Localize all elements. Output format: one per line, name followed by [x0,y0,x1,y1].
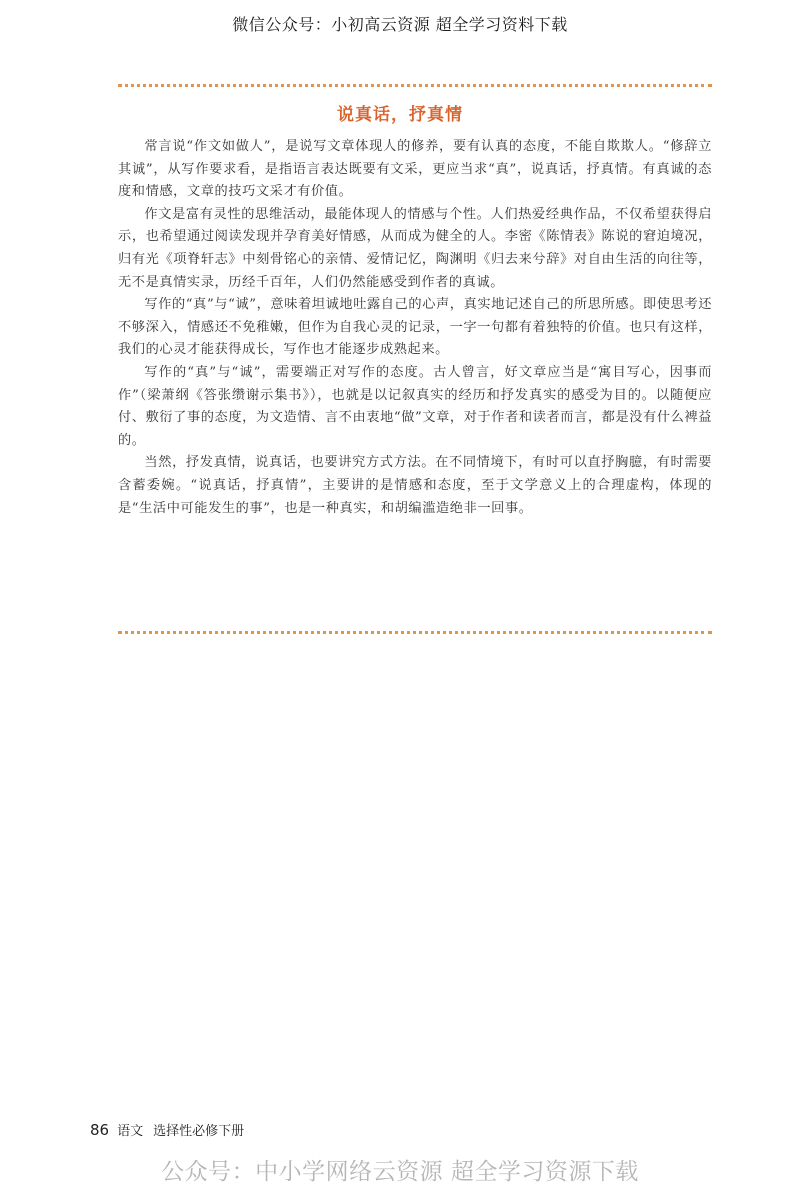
header-watermark: 微信公众号：小初高云资源 超全学习资料下载 [232,15,568,34]
essay-paragraph-4: 写作的“真”与“诚”，需要端正对写作的态度。古人曾言，好文章应当是“寓目写心，因事而作”（梁萧纲《答张缵谢示集书》），也就是以记叙真实的经历和抒发真实的感受为目的。以随便应付、敷衍了事的态度，为文造情、言不由衷地“做”文章，对于作者和读者而言，都是没有什么裨益的。 [118,364,712,448]
book-subject: 语文 [117,1124,144,1139]
essay-paragraph-5: 当然，抒发真情，说真话，也要讲究方式方法。在不同情境下，有时可以直抒胸臆，有时需要含蓄委婉。“说真话，抒真情”，主要讲的是情感和态度，至于文学意义上的合理虚构，体现的是“生活中可能发生的事”，也是一种真实，和胡编滥造绝非一回事。 [118,455,712,516]
essay-paragraph-2: 作文是富有灵性的思维活动，最能体现人的情感与个性。人们热爱经典作品，不仅希望获得启示，也希望通过阅读发现并孕育美好情感，从而成为健全的人。李密《陈情表》陈说的窘迫境况，归有光《项脊轩志》中刻骨铭心的亲情、爱情记忆，陶渊明《归去来兮辞》对自由生活的向往等，无不是真情实录，历经千百年，人们仍然能感受到作者的真诚。 [118,206,712,290]
bottom-dotted-divider [118,631,712,634]
section-title: 说真话，抒真情 [337,105,463,125]
essay-paragraph-3: 写作的“真”与“诚”，意味着坦诚地吐露自己的心声，真实地记述自己的所思所感。即使思考还不够深入，情感还不免稚嫩，但作为自我心灵的记录，一字一句都有着独特的价值。也只有这样，我们的心灵才能获得成长，写作也才能逐步成熟起来。 [118,297,712,358]
book-volume: 选择性必修下册 [153,1124,245,1139]
essay-body [118,136,712,520]
page-number: 86 [90,1121,110,1139]
footer-watermark: 公众号：中小学网络云资源 超全学习资源下载 [161,1159,639,1185]
top-dotted-divider [118,84,712,87]
page-footer [90,1120,244,1139]
essay-paragraph-1: 常言说“作文如做人”，是说写文章体现人的修养，要有认真的态度，不能自欺欺人。“修辞立其诚”，从写作要求看，是指语言表达既要有文采，更应当求“真”，说真话，抒真情。有真诚的态度和情感，文章的技巧文采才有价值。 [118,139,712,200]
